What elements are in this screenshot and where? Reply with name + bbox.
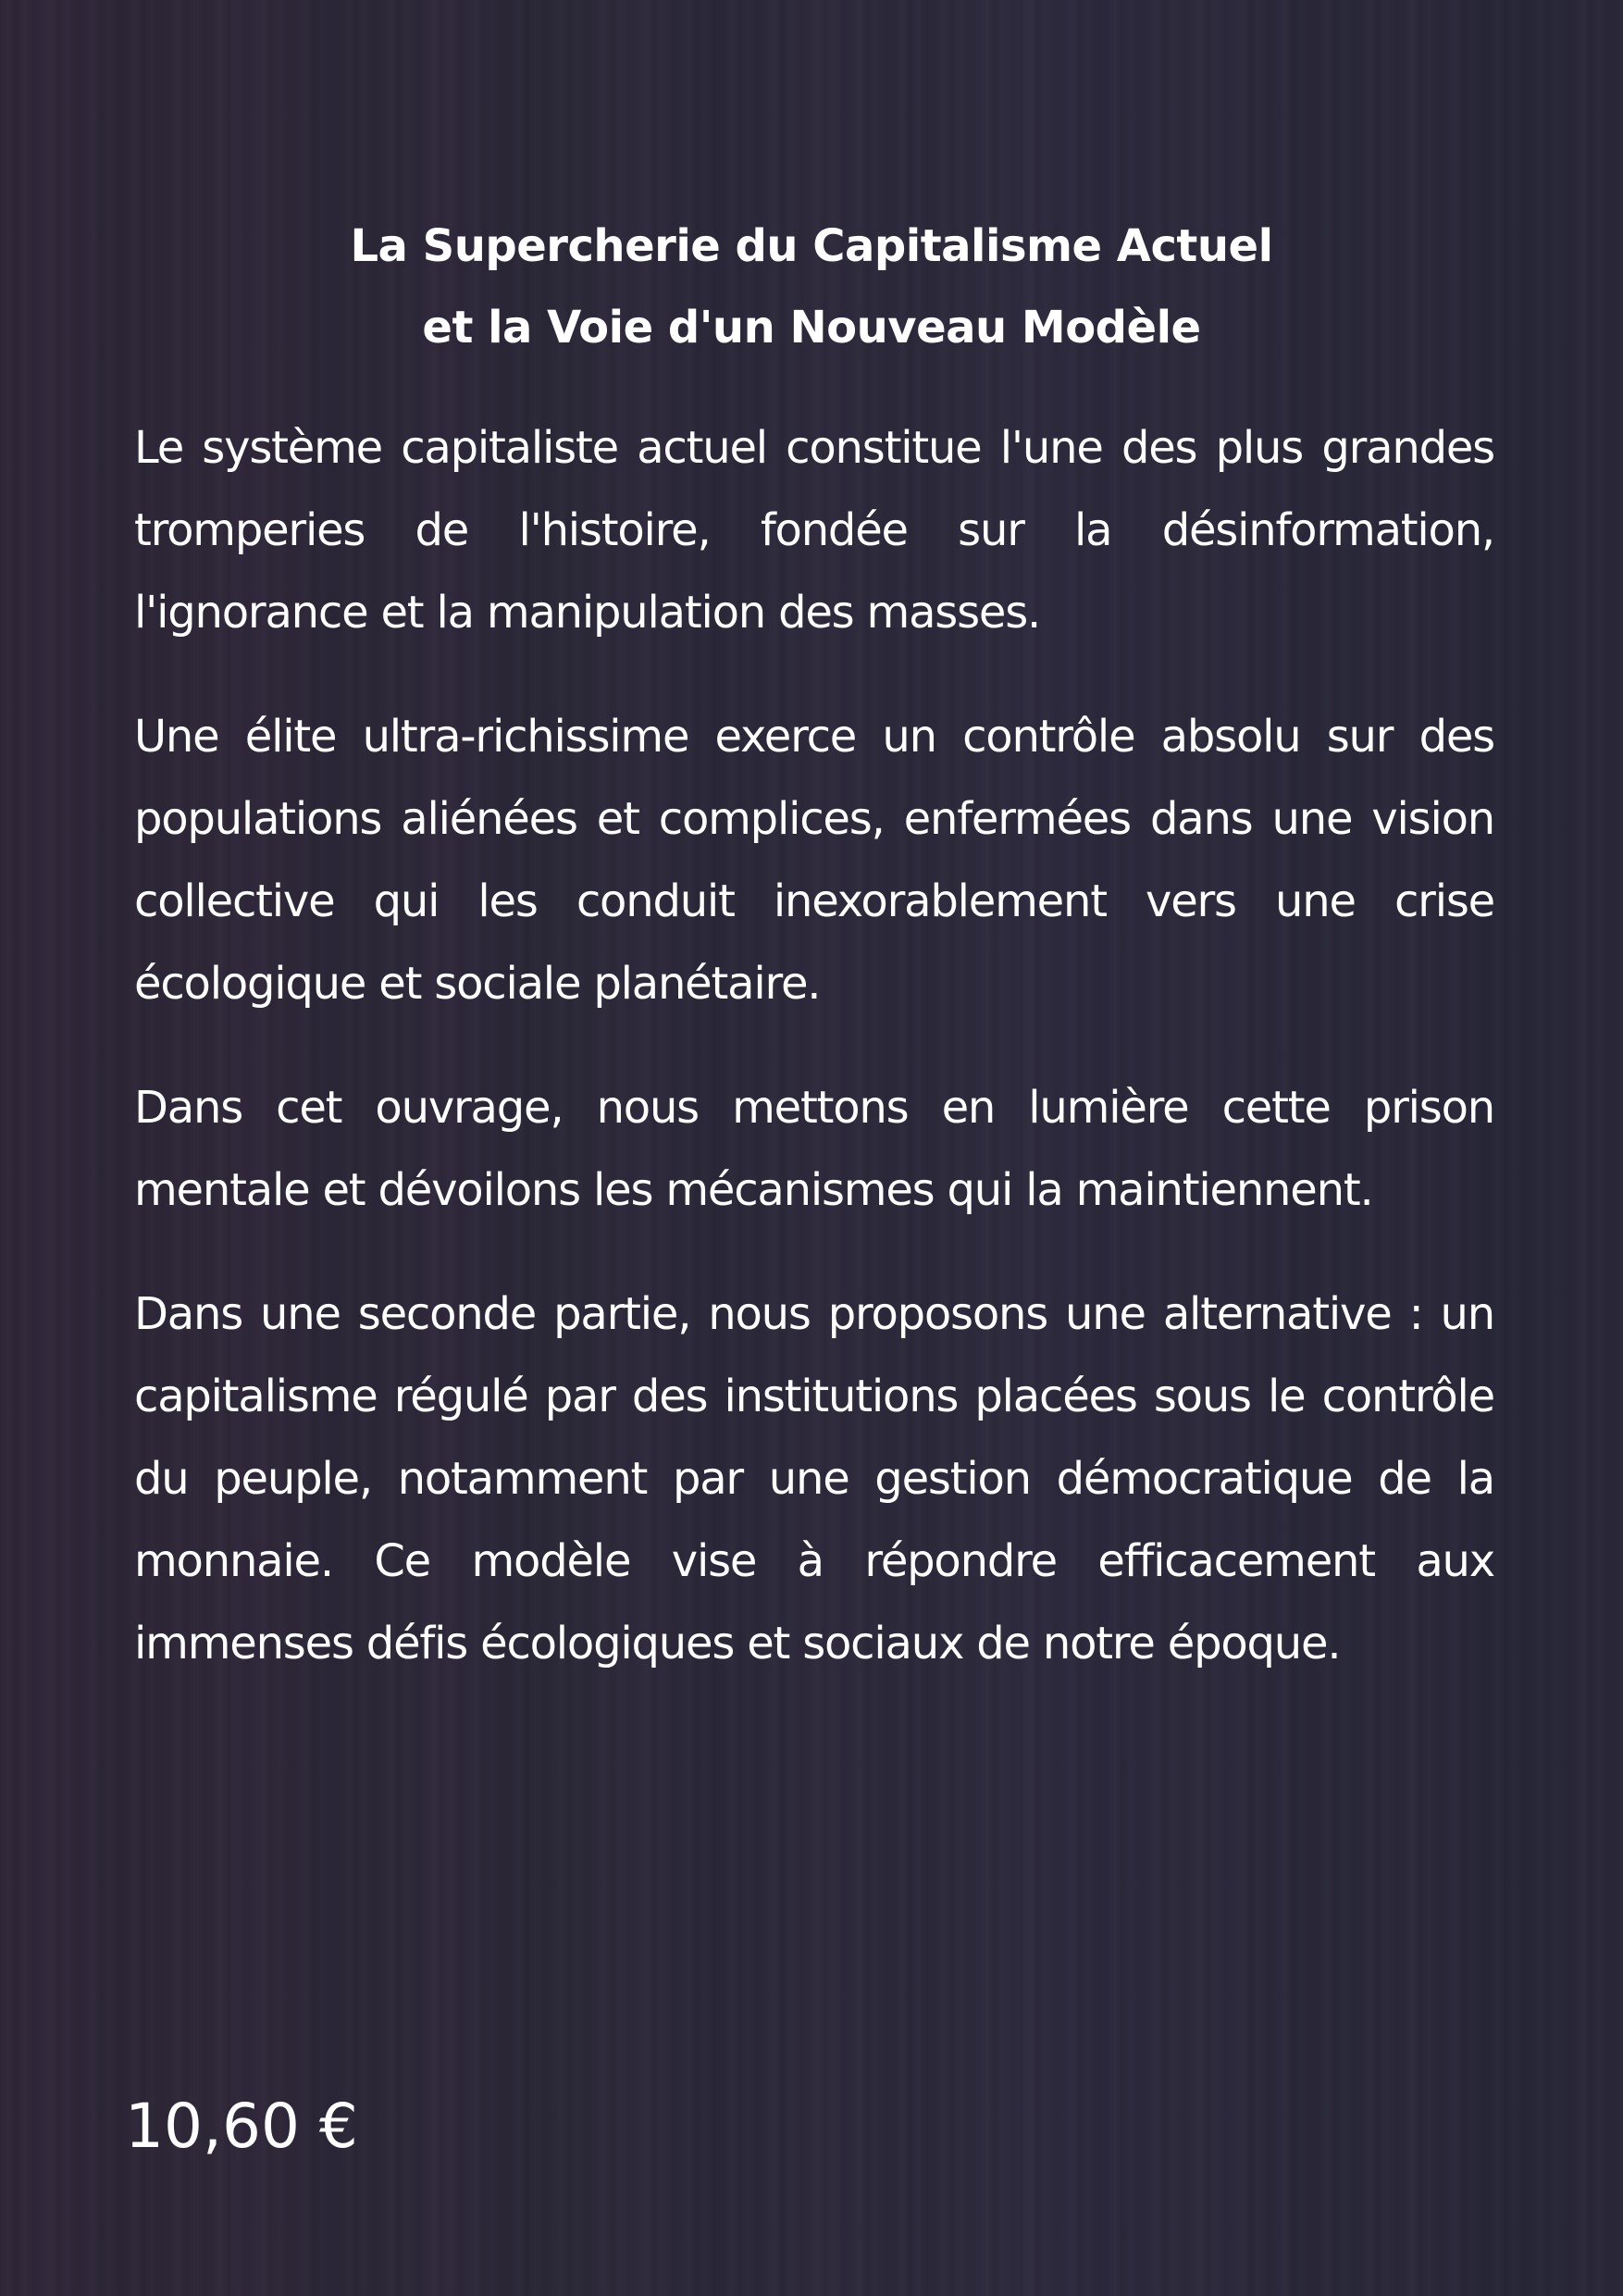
blurb bbox=[134, 407, 1494, 1727]
title-line-1: La Supercherie du Capitalisme Actuel bbox=[350, 220, 1273, 272]
blurb-paragraph-1: Le système capitaliste actuel constitue l'une des plus grandes tromperies de l'histoire, fondée sur la désinformation, l'ignorance et la manipulation des masses. bbox=[134, 422, 1494, 639]
blurb-paragraph-2: Une élite ultra-richissime exerce un contrôle absolu sur des populations aliénées et complices, enfermées dans une vision collective qui les conduit inexorablement vers une crise écologique et sociale planétaire. bbox=[134, 711, 1494, 1010]
blurb-paragraph-3: Dans cet ouvrage, nous mettons en lumière cette prison mentale et dévoilons les mécanismes qui la maintiennent. bbox=[134, 1082, 1494, 1216]
blurb-paragraph-4: Dans une seconde partie, nous proposons une alternative : un capitalisme régulé par des institutions placées sous le contrôle du peuple, notamment par une gestion démocratique de la monnaie. Ce modèle vise à répondre efficacement aux immenses défis écologiques et sociaux de notre époque. bbox=[134, 1288, 1494, 1669]
book-title bbox=[0, 205, 1623, 368]
title-line-2: et la Voie d'un Nouveau Modèle bbox=[422, 302, 1201, 354]
price-label: 10,60 € bbox=[125, 2091, 358, 2162]
